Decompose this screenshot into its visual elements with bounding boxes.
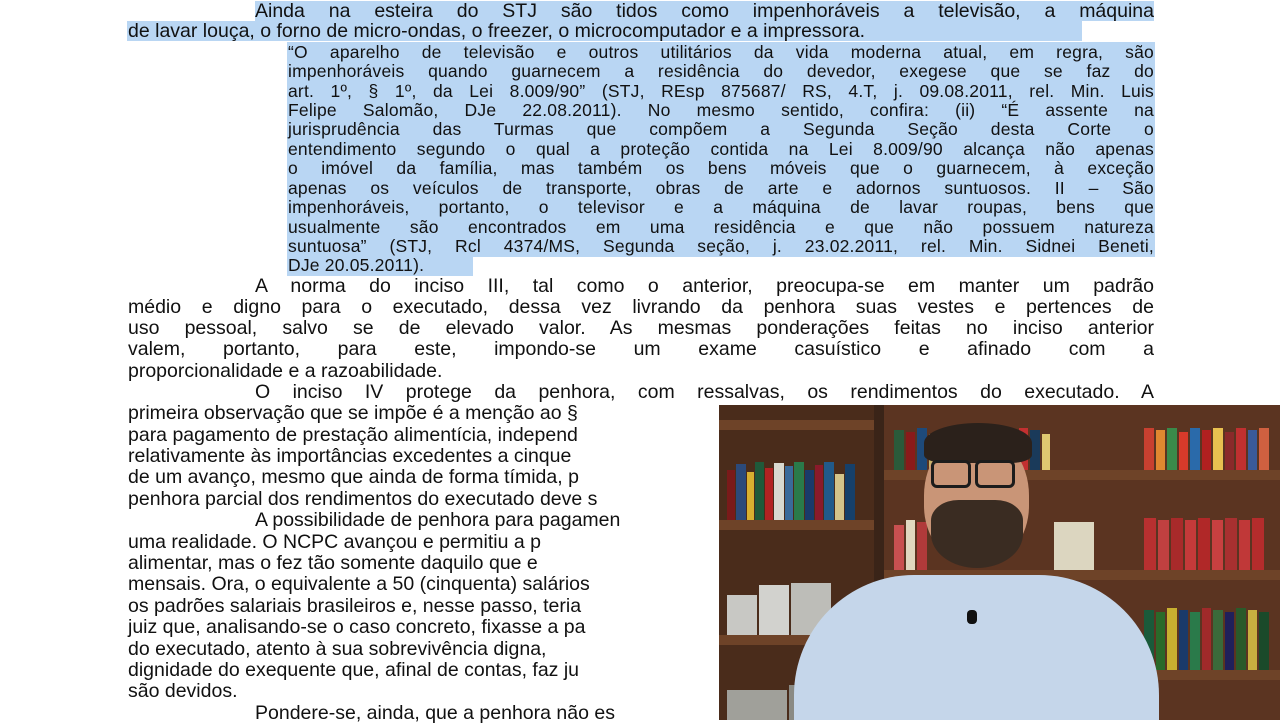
paragraph-line: A norma do inciso III, tal como o anterior, preocupa-se em manter um padrão (255, 275, 1154, 297)
paragraph-line: de um avanço, mesmo que ainda de forma tímida, p (128, 466, 579, 488)
quote-line: usualmente são encontrados em uma residência e que não possuem natureza (288, 217, 1154, 237)
presenter-beard (931, 500, 1023, 568)
paragraph-line: uso pessoal, salvo se de elevado valor. As mesmas ponderações feitas no inciso anterior (128, 317, 1154, 339)
paragraph-line: são devidos. (128, 680, 238, 702)
paragraph-line: do executado, atento à sua sobrevivência digna, (128, 638, 547, 660)
presenter-glasses-right (975, 460, 1015, 488)
paragraph-line: penhora parcial dos rendimentos do executado deve s (128, 488, 598, 510)
paragraph-line: O inciso IV protege da penhora, com ressalvas, os rendimentos do executado. A (255, 381, 1154, 403)
paragraph-line: uma realidade. O NCPC avançou e permitiu a p (128, 531, 541, 553)
presenter-shirt (794, 575, 1159, 720)
paragraph-line: relativamente às importâncias excedentes a cinque (128, 445, 572, 467)
quote-line: “O aparelho de televisão e outros utilitários da vida moderna atual, em regra, são (288, 42, 1154, 62)
quote-line: DJe 20.05.2011). (288, 255, 425, 275)
paragraph-line: Ainda na esteira do STJ são tidos como impenhoráveis a televisão, a máquina (255, 0, 1154, 22)
quote-line: impenhoráveis, portanto, o televisor e a máquina de lavar roupas, bens que (288, 197, 1154, 217)
quote-line: jurisprudência das Turmas que compõem a Segunda Seção desta Corte o (288, 119, 1154, 139)
paragraph-line: proporcionalidade e a razoabilidade. (128, 360, 443, 382)
paragraph-line: de lavar louça, o forno de micro-ondas, o freezer, o microcomputador e a impressora. (128, 20, 866, 42)
shelf-board (719, 420, 874, 430)
paragraph-line: primeira observação que se impõe é a menção ao § (128, 402, 578, 424)
quote-line: Felipe Salomão, DJe 22.08.2011). No mesmo sentido, confira: (ii) “É assente na (288, 100, 1154, 120)
webcam-video-overlay[interactable] (719, 405, 1280, 720)
book-row (727, 460, 867, 520)
paragraph-line: valem, portanto, para este, impondo-se um exame casuístico e afinado com a (128, 338, 1154, 360)
paragraph-line: A possibilidade de penhora para pagamen (255, 509, 621, 531)
presenter-glasses-left (931, 460, 971, 488)
paragraph-line: os padrões salariais brasileiros e, nesse passo, teria (128, 595, 582, 617)
paragraph-line: para pagamento de prestação alimentícia, independ (128, 424, 578, 446)
paragraph-line: médio e digno para o executado, dessa vez livrando da penhora suas vestes e pertences de (128, 296, 1154, 318)
quote-line: apenas os veículos de transporte, obras de arte e adornos suntuosos. II – São (288, 178, 1154, 198)
paragraph-line: dignidade do exequente que, afinal de contas, faz ju (128, 659, 580, 681)
quote-line: o imóvel da família, mas também os bens móveis que o guarnecem, à exceção (288, 158, 1154, 178)
paragraph-line: Pondere-se, ainda, que a penhora não es (255, 702, 615, 724)
shelf-board (719, 520, 874, 530)
quote-line: impenhoráveis quando guarnecem a residência do devedor, exegese que se faz do (288, 61, 1154, 81)
paragraph-line: alimentar, mas o fez tão somente daquilo que e (128, 552, 538, 574)
quote-line: entendimento segundo o qual a proteção contida na Lei 8.009/90 alcança não apenas (288, 139, 1154, 159)
quote-line: art. 1º, § 1º, da Lei 8.009/90” (STJ, REsp 875687/ RS, 4.T, j. 09.08.2011, rel. Min. Luis (288, 81, 1154, 101)
lapel-microphone (967, 610, 977, 624)
paragraph-line: juiz que, analisando-se o caso concreto, fixasse a pa (128, 616, 586, 638)
presenter-hair (924, 423, 1032, 463)
paragraph-line: mensais. Ora, o equivalente a 50 (cinquenta) salários (128, 573, 590, 595)
quote-line: suntuosa” (STJ, Rcl 4374/MS, Segunda seção, j. 23.02.2011, rel. Min. Sidnei Beneti, (288, 236, 1154, 256)
